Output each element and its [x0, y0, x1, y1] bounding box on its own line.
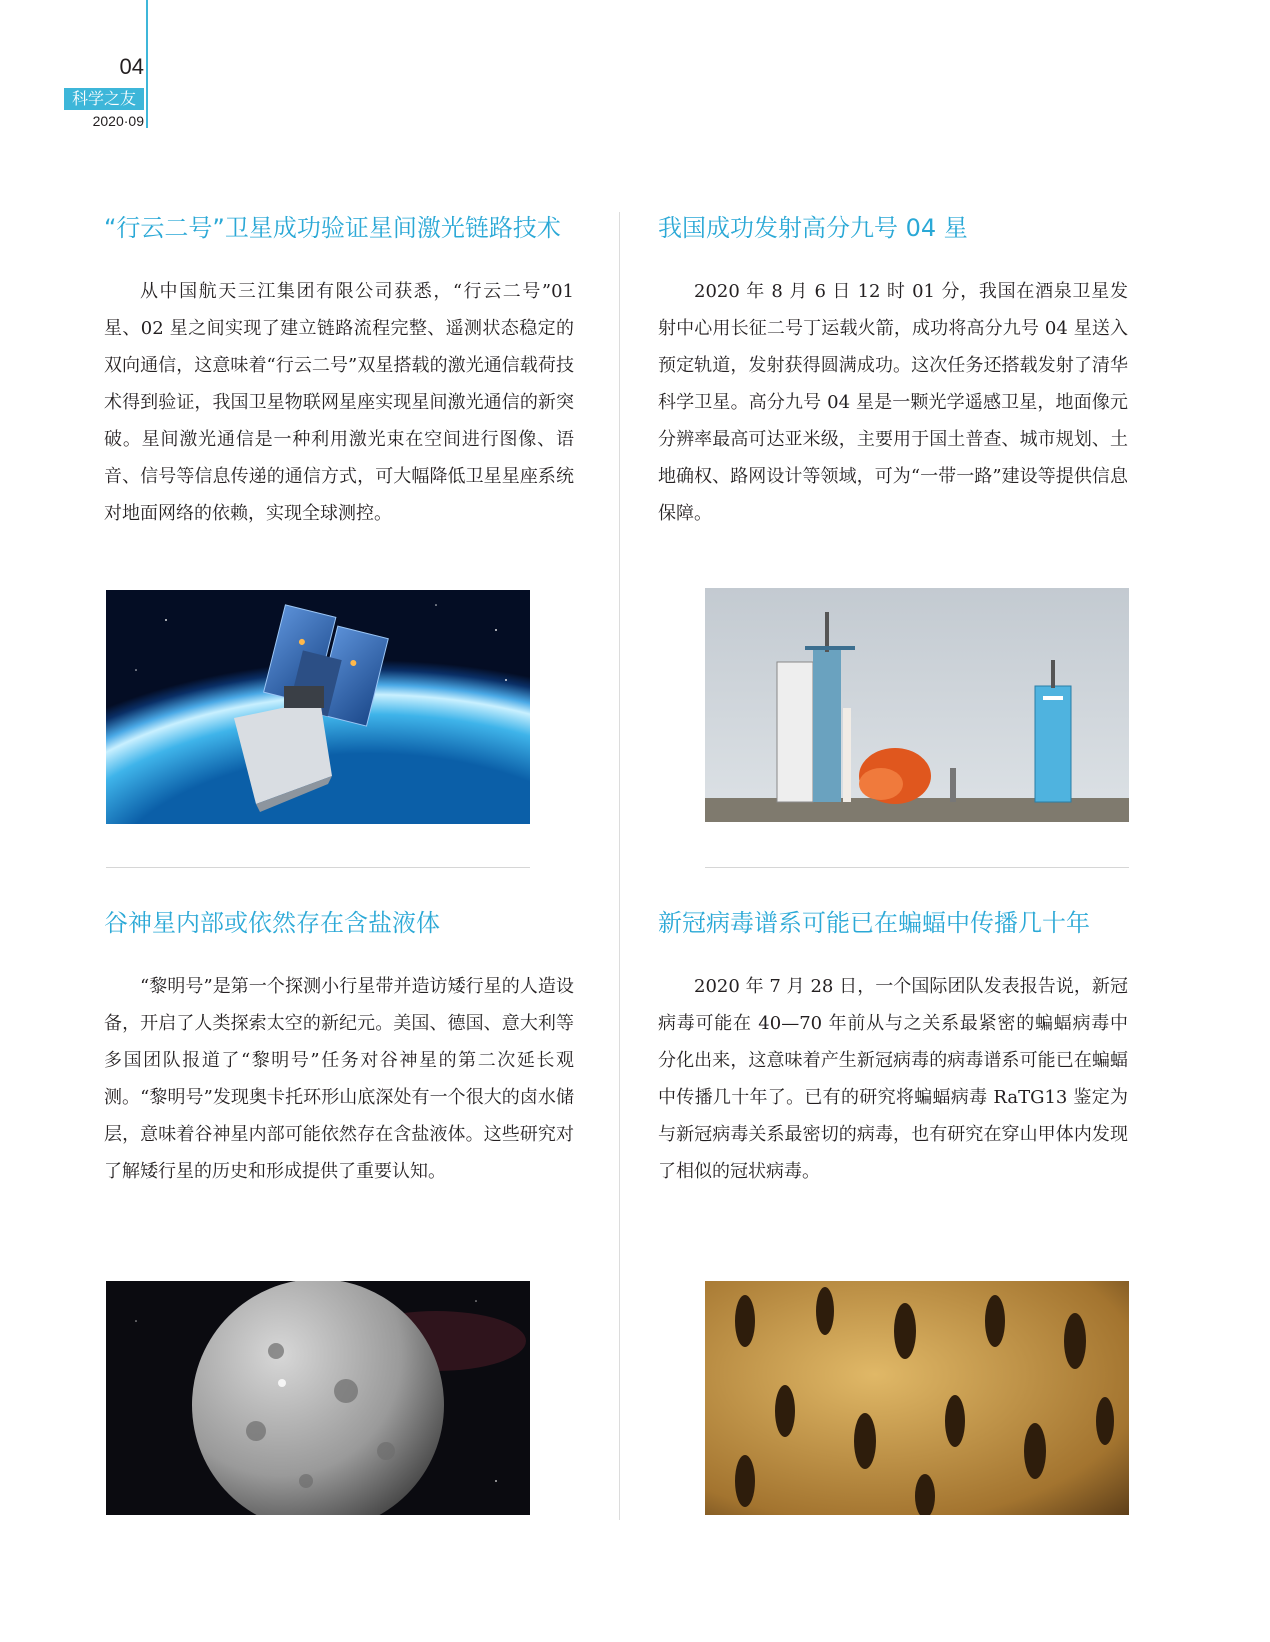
header-rule [146, 0, 148, 128]
article-title: 我国成功发射高分九号 04 星 [658, 214, 968, 242]
section-rule-left [106, 867, 530, 868]
column-divider [619, 212, 620, 1520]
article-xingyun [104, 211, 574, 532]
article-ceres [104, 906, 574, 1190]
article-gaofen [658, 211, 1128, 532]
article-title: 谷神星内部或依然存在含盐液体 [104, 909, 440, 937]
section-rule-right [705, 867, 1129, 868]
article-body: “黎明号”是第一个探测小行星带并造访矮行星的人造设备，开启了人类探索太空的新纪元。美国、德国、意大利等多国团队报道了“黎明号”任务对谷神星的第二次延长观测。“黎明号”发现奥卡托环形山底深处有一个很大的卤水储层，意味着谷神星内部可能依然存在含盐液体。这些研究对了解矮行星的历史和形成提供了重要认知。 [104, 976, 574, 1182]
article-body: 从中国航天三江集团有限公司获悉，“行云二号”01 星、02 星之间实现了建立链路流程完整、遥测状态稳定的双向通信，这意味着“行云二号”双星搭载的激光通信载荷技术得到验证，我国卫星物联网星座实现星间激光通信的新突破。星间激光通信是一种利用激光束在空间进行图像、语音、信号等信息传递的通信方式，可大幅降低卫星星座系统对地面网络的依赖，实现全球测控。 [104, 281, 574, 524]
issue-date: 2020·09 [92, 113, 144, 129]
ceres-photo [106, 1281, 530, 1515]
article-coronavirus [658, 906, 1128, 1190]
magazine-name: 科学之友 [64, 88, 144, 110]
rocket-launch-photo [705, 588, 1129, 822]
article-title: “行云二号”卫星成功验证星间激光链路技术 [104, 214, 561, 242]
bats-photo [705, 1281, 1129, 1515]
article-title: 新冠病毒谱系可能已在蝙蝠中传播几十年 [658, 909, 1090, 937]
page-number: 04 [119, 54, 144, 79]
article-body: 2020 年 7 月 28 日，一个国际团队发表报告说，新冠病毒可能在 40—70 年前从与之关系最紧密的蝙蝠病毒中分化出来，这意味着产生新冠病毒的病毒谱系可能已在蝙蝠中传播几十年了。已有的研究将蝙蝠病毒 RaTG13 鉴定为与新冠病毒关系最密切的病毒，也有研究在穿山甲体内发现了相似的冠状病毒。 [658, 976, 1128, 1182]
article-body: 2020 年 8 月 6 日 12 时 01 分，我国在酒泉卫星发射中心用长征二号丁运载火箭，成功将高分九号 04 星送入预定轨道，发射获得圆满成功。这次任务还搭载发射了清华科学卫星。高分九号 04 星是一颗光学遥感卫星，地面像元分辨率最高可达亚米级，主要用于国土普查、城市规划、土地确权、路网设计等领域，可为“一带一路”建设等提供信息保障。 [658, 281, 1128, 524]
satellite-photo [106, 590, 530, 824]
